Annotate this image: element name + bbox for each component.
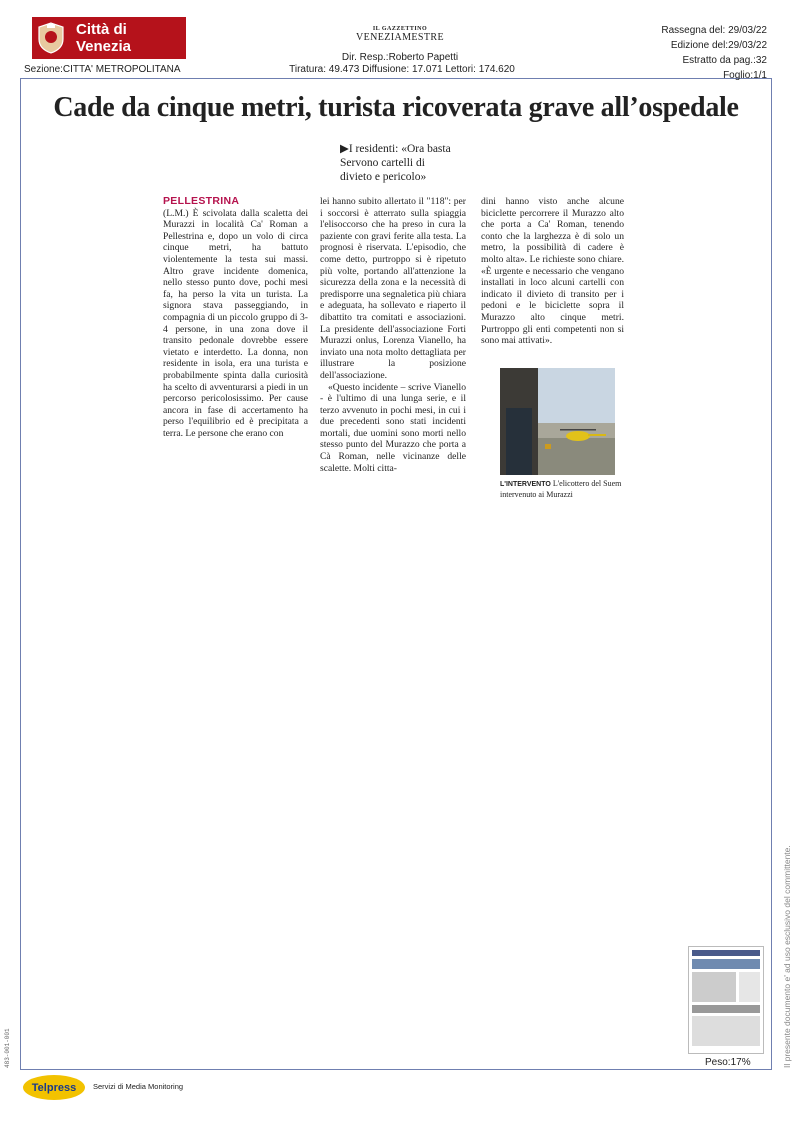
media-monitoring-label: Servizi di Media Monitoring [93, 1082, 184, 1091]
page-thumbnail [688, 946, 764, 1054]
extract-page: Estratto da pag.:32 [682, 55, 767, 66]
review-meta [661, 23, 767, 83]
section-label: Sezione:CITTA' METROPOLITANA [24, 64, 181, 75]
subhead-line: Servono cartelli di [340, 157, 425, 169]
sheet-number: Foglio:1/1 [723, 70, 767, 81]
document-code: 483-001-001 [4, 1028, 11, 1068]
caption-label: L'INTERVENTO [500, 481, 551, 488]
article-column-3 [481, 196, 624, 347]
article-photo [500, 368, 615, 475]
newspaper-title: IL GAZZETTINO [372, 26, 428, 32]
newspaper-edition: VENEZIAMESTRE [356, 32, 444, 43]
crest-icon [36, 21, 66, 55]
article-headline: Cade da cinque metri, turista ricoverata grave all’ospedale [53, 92, 739, 123]
caption-text: L'elicottero del Suem intervenuto ai Murazzi [500, 479, 622, 499]
citta-di-venezia-logo [32, 17, 186, 59]
subhead-line: ▶I residenti: «Ora basta [340, 143, 451, 155]
column-text: dini hanno visto anche alcune biciclette percorrere il Murazzo alto che porta a Ca' Roman, tenendo conto che la larghezza è di solo un metro, la possibilità di cadere è molto alta». Le richieste sono chiare. «È urgente e necessario che vengano installati in loco alcuni cartelli con indicato il divieto di transito per i pedoni e le biciclette sopra il Murazzo alto cinque metri. Purtroppo gli enti competenti non si sono mai attivati». [481, 196, 624, 347]
photo-caption [500, 479, 622, 500]
subhead-line: divieto e pericolo» [340, 171, 427, 183]
circulation: Tiratura: 49.473 Diffusione: 17.071 Lettori: 174.620 [289, 64, 515, 75]
article-subhead [340, 142, 490, 184]
column-text: (L.M.) È scivolata dalla scaletta dei Murazzi in località Ca' Roman a Pellestrina e, dopo un volo di circa cinque metri, ha battuto violentemente la testa sui massi. Altro grave incidente domenica, nello stesso punto dove, pochi mesi fa, ha perso la vita un turista. La signora stava passeggiando, in compagnia di un piccolo gruppo di 3-4 persone, in una zona dove il transito pedonale dovrebbe essere vietato e interdetto. La donna, non residente in isola, era una turista e probabilmente spinta dalla curiosità ha scelto di avventurarsi a piedi in un percorso pericolosissimo. Per cause ancora in fase di accertamento ha perso l'equilibrio ed è precipitata a terra. Le persone che erano con [163, 207, 308, 439]
disclaimer-text: Il presente documento e' ad uso esclusivo del committente. [782, 845, 792, 1068]
thumbnail-image [689, 947, 763, 1053]
rassegna-date: Rassegna del: 29/03/22 [661, 25, 767, 36]
column-text: «Questo incidente – scrive Vianello - è l'ultimo di una lunga serie, e il terzo avvenuto in pochi mesi, in cui i due precedenti sono stati incidenti mortali, due uomini sono morti nello stesso punto del Murazzo che porta a Cà Roman, nelle vicinanze delle scalette. Molti citta- [320, 381, 466, 474]
column-text: lei hanno subito allertato il "118": per i soccorsi è atterrato sulla spiaggia l'elisoccorso che ha preso in cura la paziente con gravi ferite alla testa. La prognosi è riservata. L'episodio, che come detto, purtroppo si è ripetuto più volte, portando all'attenzione la sicurezza della zona e la necessità di predisporre una segnaletica più chiara e adeguata, ha sollevato e riaperto il dibattito tra comitati e associazioni. La presidente dell'associazione Forti Murazzi onlus, Lorenza Vianello, ha inviato una nota molto dettagliata per illustrare la posizione dell'associazione. [320, 196, 466, 381]
edizione-date: Edizione del:29/03/22 [670, 40, 767, 51]
weight-percent: Peso:17% [705, 1057, 751, 1068]
newspaper-masthead [350, 26, 450, 43]
article-column-2 [320, 196, 466, 474]
telpress-logo-text: Telpress [31, 1082, 77, 1094]
article-column-1 [163, 196, 308, 439]
director: Dir. Resp.:Roberto Papetti [341, 52, 459, 63]
article-kicker: PELLESTRINA [163, 195, 240, 207]
helicopter-photo-image [500, 368, 615, 475]
city-name: Città di Venezia [75, 21, 132, 55]
telpress-logo [22, 1074, 86, 1101]
